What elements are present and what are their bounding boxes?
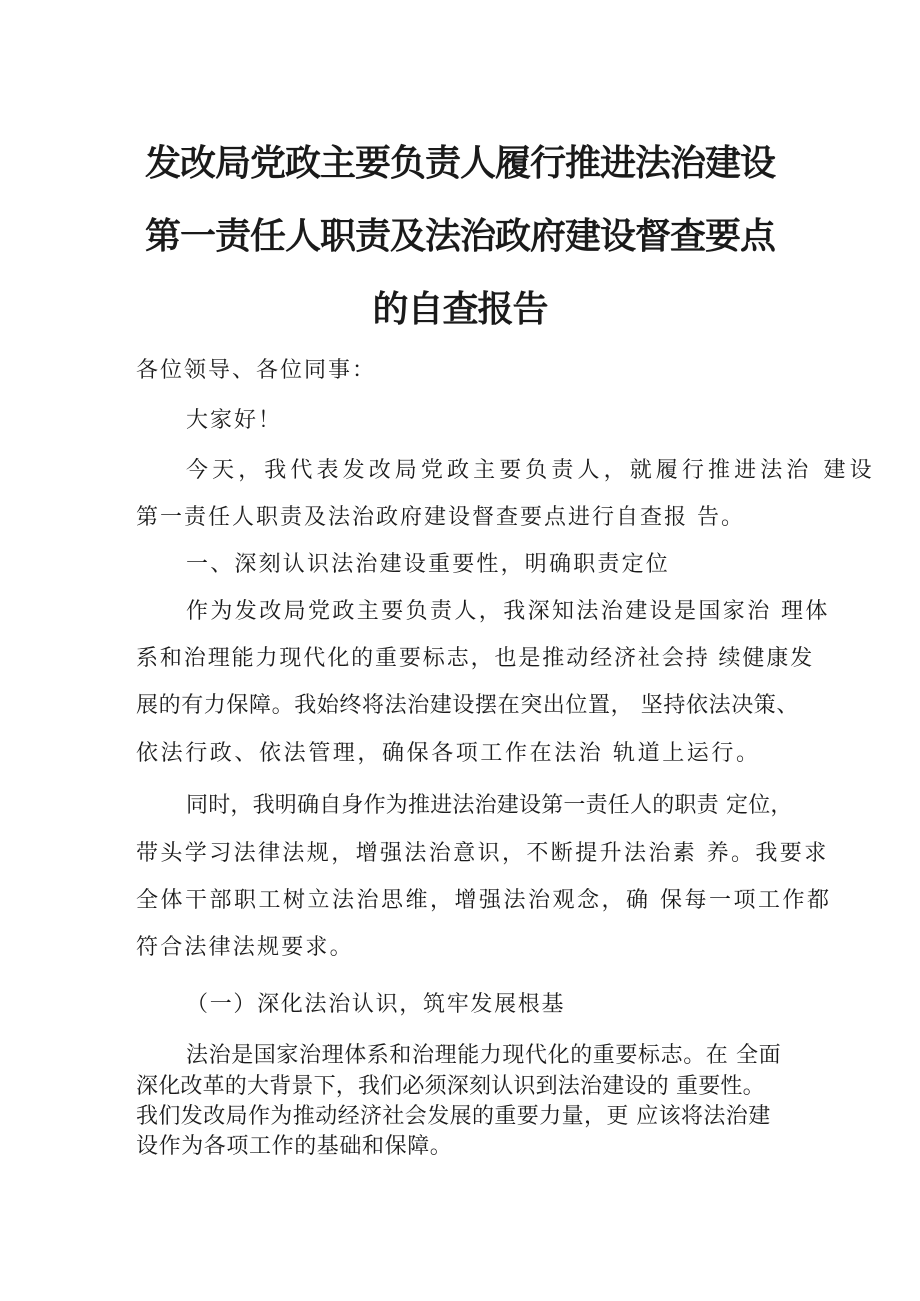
section-1-para-1-line-3: 展的有力保障。我始终将法治建设摆在突出位置， 坚持依法决策、 [136, 693, 799, 718]
subsection-1-para-line-3: 我们发改局作为推动经济社会发展的重要力量，更 应该将法治建 [136, 1104, 771, 1129]
section-1-para-1-line-4: 依法行政、依法管理，确保各项工作在法治 轨道上运行。 [136, 741, 761, 766]
subsection-1-para-line-1: 法治是国家治理体系和治理能力现代化的重要标志。在 全面 [186, 1043, 782, 1068]
document-title-line-2: 第一责任人职责及法治政府建设督查要点 [144, 216, 775, 257]
section-1-para-1-line-2: 系和治理能力现代化的重要标志，也是推动经济社会持 续健康发 [136, 646, 815, 671]
section-1-para-2-line-1: 同时，我明确自身作为推进法治建设第一责任人的职责 定位， [186, 793, 793, 818]
intro-line-2: 第一责任人职责及法治政府建设督查要点进行自查报 告。 [136, 505, 745, 530]
document-title-line-1: 发改局党政主要负责人履行推进法治建设 [144, 143, 775, 184]
greeting-line: 大家好！ [186, 408, 283, 433]
section-1-para-2-line-2: 带头学习法律法规，增强法治意识，不断提升法治素 养。我要求 [136, 841, 829, 866]
subsection-1-para-line-4: 设作为各项工作的基础和保障。 [136, 1134, 453, 1159]
document-title-line-3: 的自查报告 [372, 289, 548, 330]
section-1-para-1-line-1: 作为发改局党政主要负责人，我深知法治建设是国家治 理体 [186, 599, 830, 624]
section-1-para-2-line-3: 全体干部职工树立法治思维，增强法治观念，确 保每一项工作都 [136, 888, 832, 913]
subsection-1-heading: （一）深化法治认识，筑牢发展根基 [186, 992, 566, 1017]
salutation: 各位领导、各位同事： [136, 358, 377, 383]
intro-line-1: 今天，我代表发改局党政主要负责人，就履行推进法治 建设 [186, 458, 876, 483]
section-1-heading: 一、深刻认识法治建设重要性，明确职责定位 [186, 552, 671, 577]
subsection-1-para-line-2: 深化改革的大背景下，我们必须深刻认识到法治建设的 重要性。 [136, 1074, 765, 1099]
section-1-para-2-line-4: 符合法律法规要求。 [136, 935, 354, 960]
